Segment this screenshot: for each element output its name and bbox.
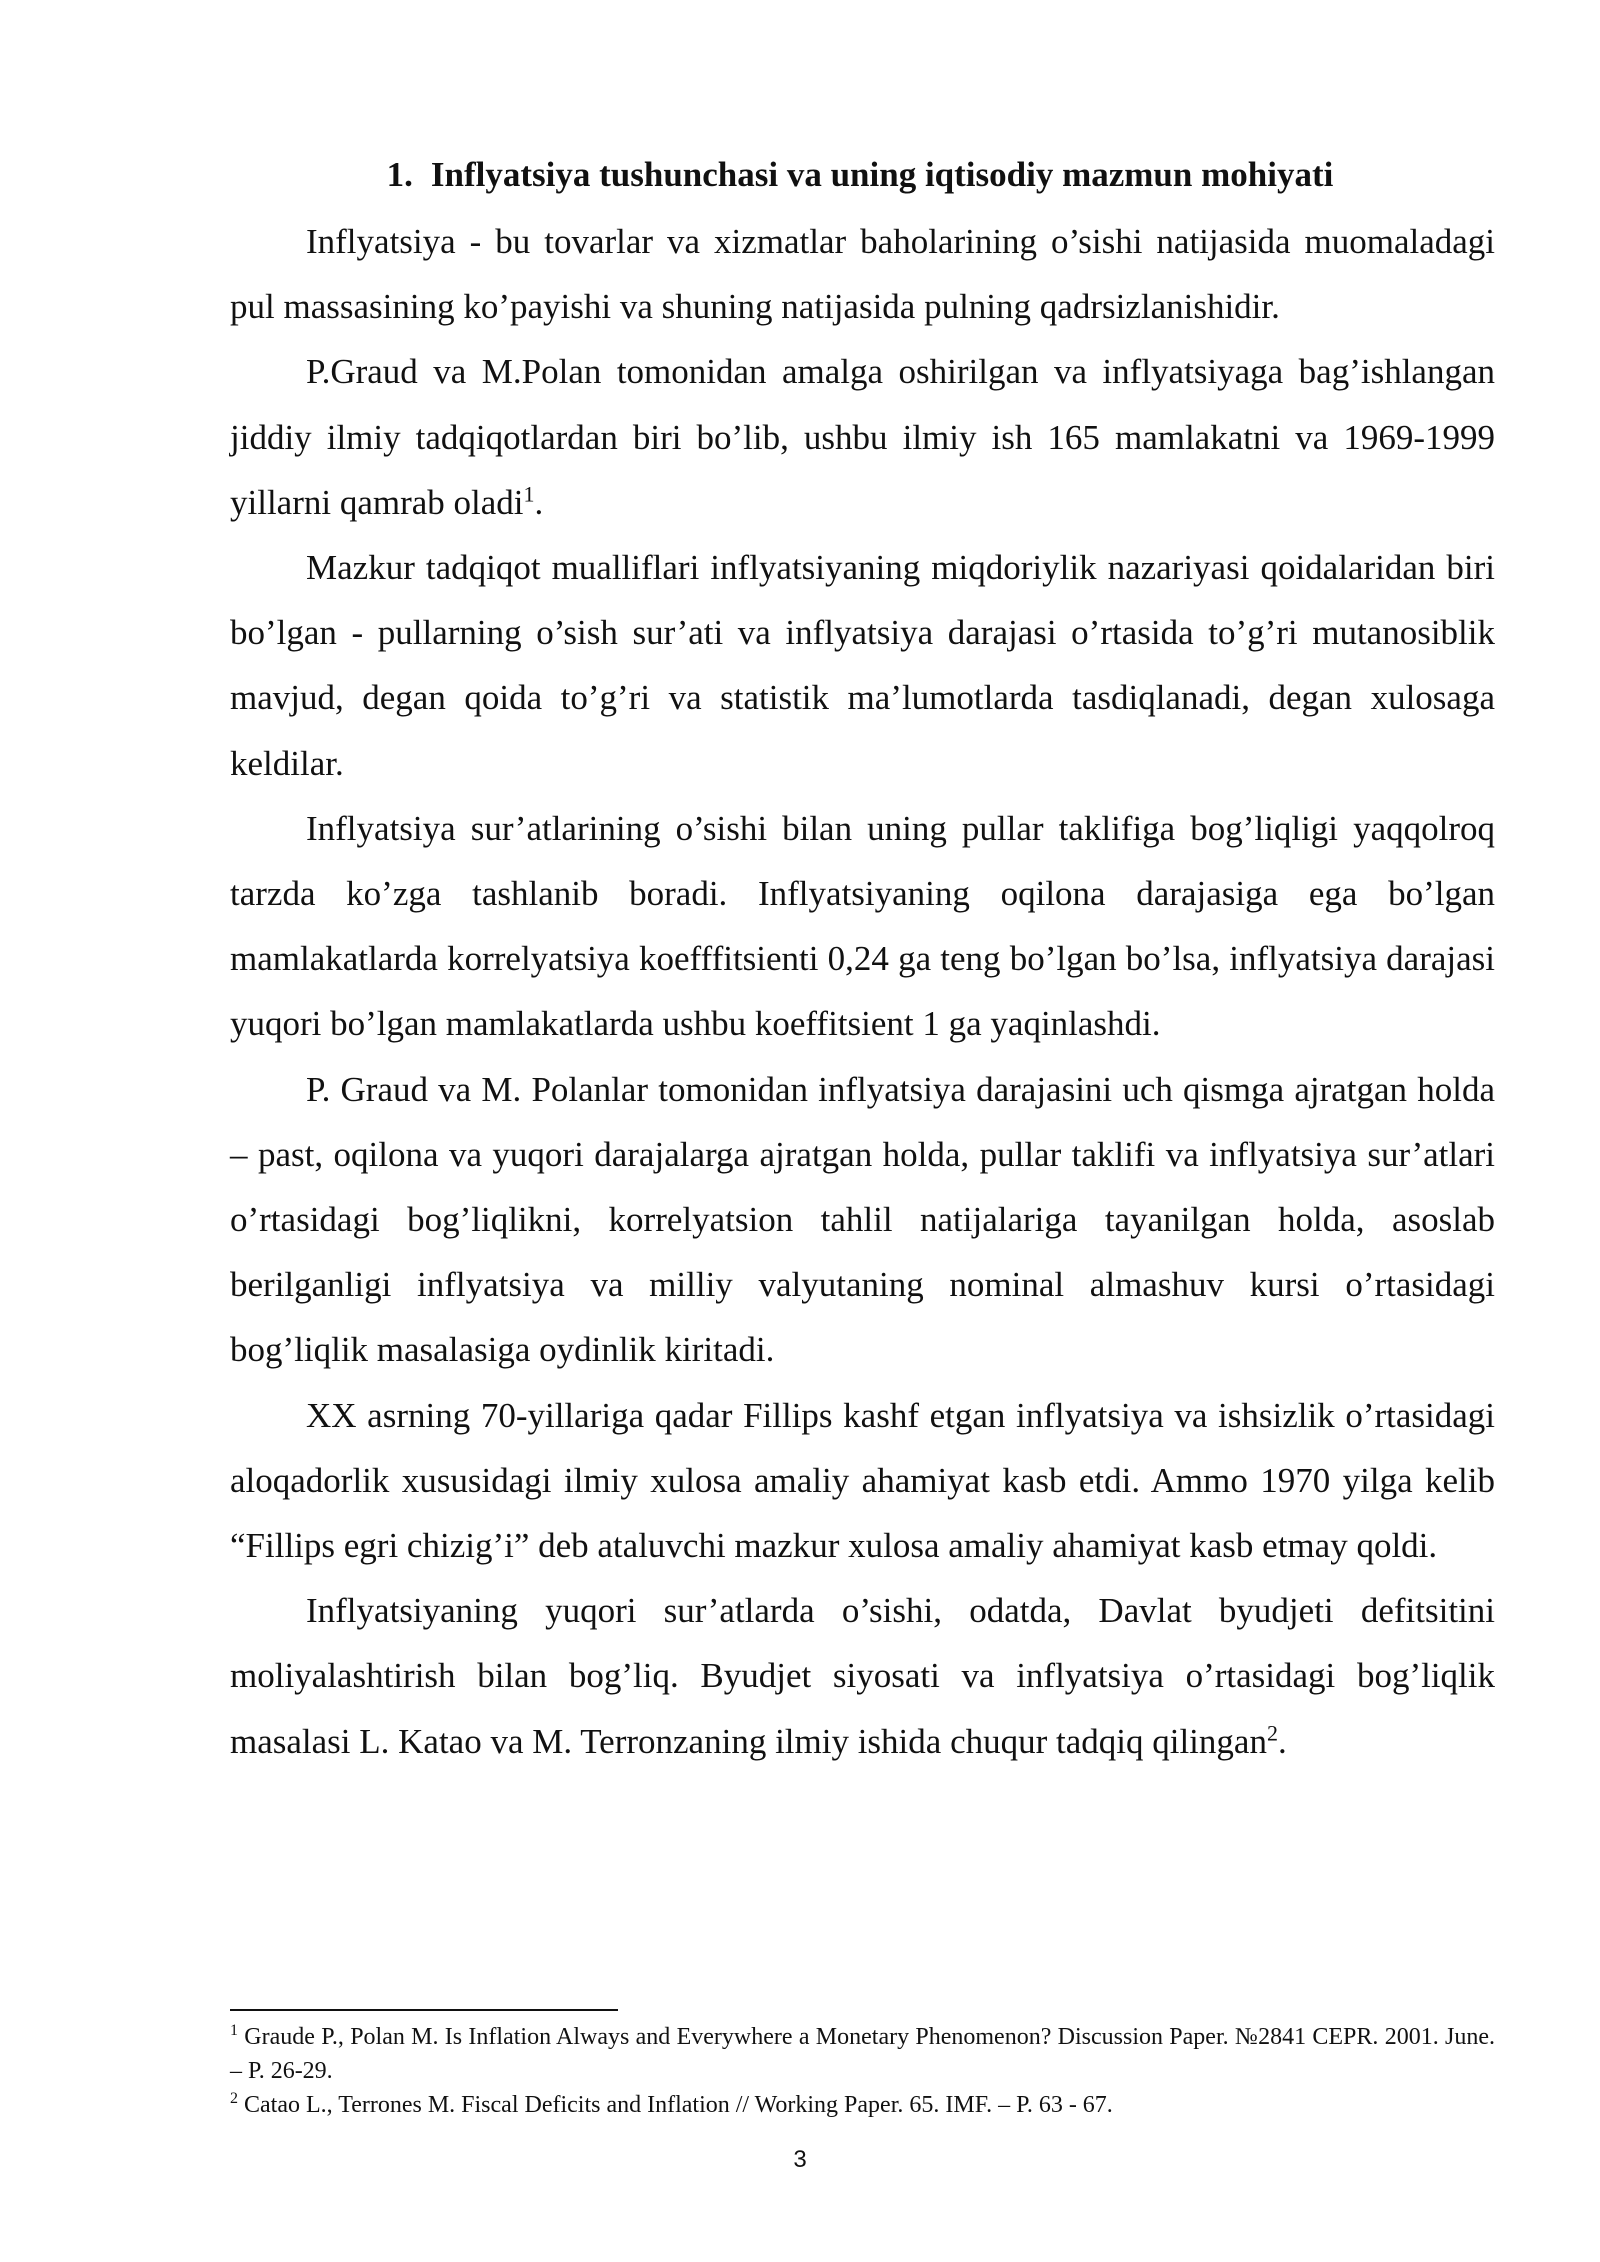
paragraph-budget-deficit [230,1578,1495,1774]
footnote-item [230,2020,1495,2088]
paragraph-graud-polan-study [230,339,1495,535]
paragraph-correlation [230,796,1495,1057]
footnote-marker: 2 [230,2090,238,2107]
footnote-text: Catao L., Terrones M. Fiscal Deficits and Inflation // Working Paper. 65. IMF. – P. 63 - 67. [238,2092,1113,2118]
footnote-item [230,2088,1495,2122]
paragraph-text: Mazkur tadqiqot mualliflari inflyatsiyaning miqdoriylik nazariyasi qoidalaridan biri bo’lgan - pullarning o’sish sur’ati va inflyatsiya darajasi o’rtasida to’g’ri mutanosiblik mavjud, degan qoida to’g’ri va statistik ma’lumotlarda tasdiqlanadi, degan xulosaga keldilar. [230,548,1495,783]
paragraph-text: Inflyatsiya - bu tovarlar va xizmatlar baholarining o’sishi natijasida muomaladagi pul massasining ko’payishi va shuning natijasida pulning qadrsizlanishidir. [230,222,1495,327]
paragraph-text: P. Graud va M. Polanlar tomonidan inflyatsiya darajasini uch qismga ajratgan holda – past, oqilona va yuqori darajalarga ajratgan holda, pullar taklifi va inflyatsiya sur’atlari o’rtasidagi bog’liqlikni, korrelyatsion tahlil natijalariga tayanilgan holda, asoslab berilganligi inflyatsiya va milliy valyutaning nominal almashuv kursi o’rtasidagi bog’liqlik masalasiga oydinlik kiritadi. [230,1069,1495,1370]
footnote-marker: 1 [230,2022,238,2039]
body-text [230,209,1495,1774]
paragraph-inflation-levels [230,1057,1495,1383]
footnote-divider [230,2009,618,2011]
section-title: Inflyatsiya tushunchasi va uning iqtisodiy mazmun mohiyati [430,155,1334,194]
paragraph-text: Inflyatsiyaning yuqori sur’atlarda o’sishi, odatda, Davlat byudjeti defitsitini moliyalashtirish bilan bog’liq. Byudjet siyosati va inflyatsiya o’rtasidagi bog’liqlik masalasi L. Katao va M. Terronzaning ilmiy ishida chuqur tadqiq qilingan [230,1591,1495,1761]
paragraph-text: XX asrning 70-yillariga qadar Fillips kashf etgan inflyatsiya va ishsizlik o’rtasidagi aloqadorlik xususidagi ilmiy xulosa amaliy ahamiyat kasb etdi. Ammo 1970 yilga kelib “Fillips egri chizig’i” deb ataluvchi mazkur xulosa amaliy ahamiyat kasb etmay qoldi. [230,1395,1495,1566]
footnote-reference[interactable]: 1 [523,481,535,507]
paragraph-definition [230,209,1495,339]
footnote-reference[interactable]: 2 [1266,1720,1278,1746]
paragraph-phillips-curve [230,1383,1495,1579]
paragraph-text: P.Graud va M.Polan tomonidan amalga oshirilgan va inflyatsiyaga bag’ishlangan jiddiy ilmiy tadqiqotlardan biri bo’lib, ushbu ilmiy ish 165 mamlakatni va 1969-1999 yillarni qamrab oladi [230,352,1495,522]
page-number: 3 [793,2146,807,2173]
paragraph-text-end: . [1277,1721,1287,1761]
footnote-text: Graude P., Polan M. Is Inflation Always and Everywhere a Monetary Phenomenon? Discussion Paper. №2841 CEPR. 2001. June. – P. 26-29. [230,2024,1495,2084]
footnotes [230,2020,1495,2122]
paragraph-text: Inflyatsiya sur’atlarining o’sishi bilan uning pullar taklifiga bog’liqligi yaqqolroq tarzda ko’zga tashlanib boradi. Inflyatsiyaning oqilona darajasiga ega bo’lgan mamlakatlarda korrelyatsiya koefffitsienti 0,24 ga teng bo’lgan bo’lsa, inflyatsiya darajasi yuqori bo’lgan mamlakatlarda ushbu koeffitsient 1 ga yaqinlashdi. [230,808,1495,1044]
paragraph-quantity-theory [230,535,1495,796]
section-number: 1. [386,155,413,194]
paragraph-text-end: . [534,482,544,522]
section-heading [230,152,1490,198]
